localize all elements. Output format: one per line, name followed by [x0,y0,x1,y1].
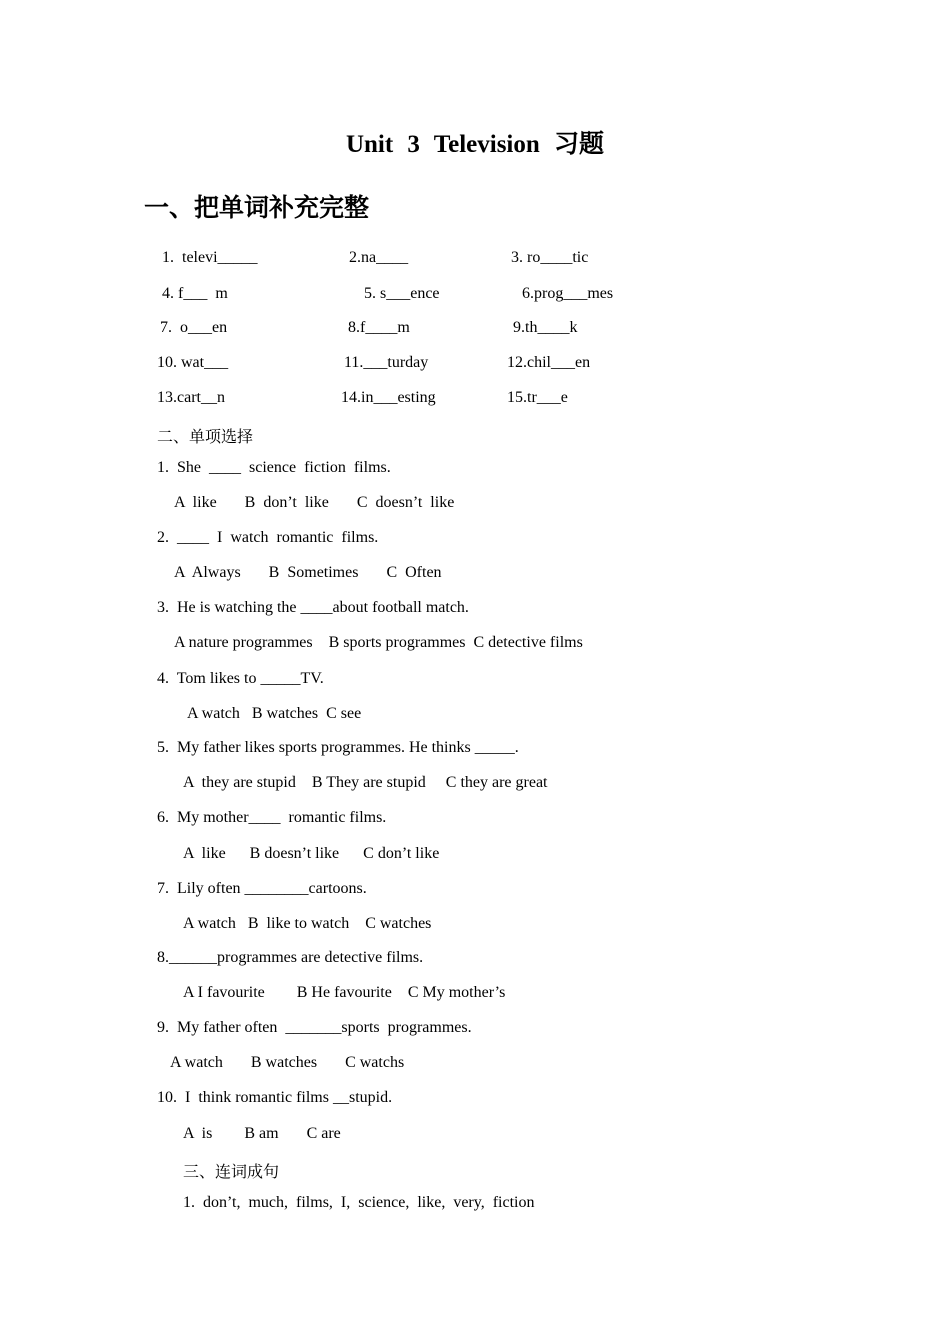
question-options: A watch B watches C watchs [170,1054,405,1071]
section-1-heading: 一、把单词补充完整 [144,193,370,222]
sentence-item: 1. don’t, much, films, I, science, like, very, fiction [183,1194,535,1211]
page-title: Unit 3 Television 习题 [345,131,605,158]
question-text: 7. Lily often ________cartoons. [157,880,367,897]
question-text: 4. Tom likes to _____TV. [157,670,324,687]
word-item: 15.tr___e [507,389,568,406]
section-2-heading: 二、单项选择 [157,427,254,446]
word-item: 10. wat___ [157,354,229,371]
word-item: 8.f____m [348,319,410,336]
word-item: 11.___turday [344,354,429,371]
question-options: A is B am C are [183,1125,341,1142]
question-options: A watch B like to watch C watches [183,915,432,932]
question-options: A watch B watches C see [187,705,362,722]
word-item: 6.prog___mes [522,285,614,302]
word-item: 4. f___ m [162,285,228,302]
question-options: A they are stupid B They are stupid C they are great [183,774,548,791]
question-text: 3. He is watching the ____about football match. [157,599,469,616]
word-item: 9.th____k [513,319,578,336]
question-text: 6. My mother____ romantic films. [157,809,387,826]
word-item: 2.na____ [349,249,409,266]
word-item: 1. televi_____ [162,249,258,266]
word-item: 13.cart__n [157,389,225,406]
question-text: 1. She ____ science fiction films. [157,459,391,476]
word-item: 5. s___ence [364,285,440,302]
question-text: 9. My father often _______sports programmes. [157,1019,472,1036]
question-text: 8.______programmes are detective films. [157,949,424,966]
section-3-heading: 三、连词成句 [183,1162,280,1181]
question-text: 2. ____ I watch romantic films. [157,529,379,546]
word-item: 7. o___en [160,319,228,336]
question-options: A Always B Sometimes C Often [174,564,442,581]
word-item: 3. ro____tic [511,249,589,266]
question-options: A like B doesn’t like C don’t like [183,845,440,862]
question-text: 5. My father likes sports programmes. He thinks _____. [157,739,519,756]
question-options: A like B don’t like C doesn’t like [174,494,455,511]
question-options: A nature programmes B sports programmes C detective films [174,634,583,651]
question-text: 10. I think romantic films __stupid. [157,1089,393,1106]
word-item: 12.chil___en [507,354,591,371]
question-options: A I favourite B He favourite C My mother’s [183,984,506,1001]
word-item: 14.in___esting [341,389,436,406]
